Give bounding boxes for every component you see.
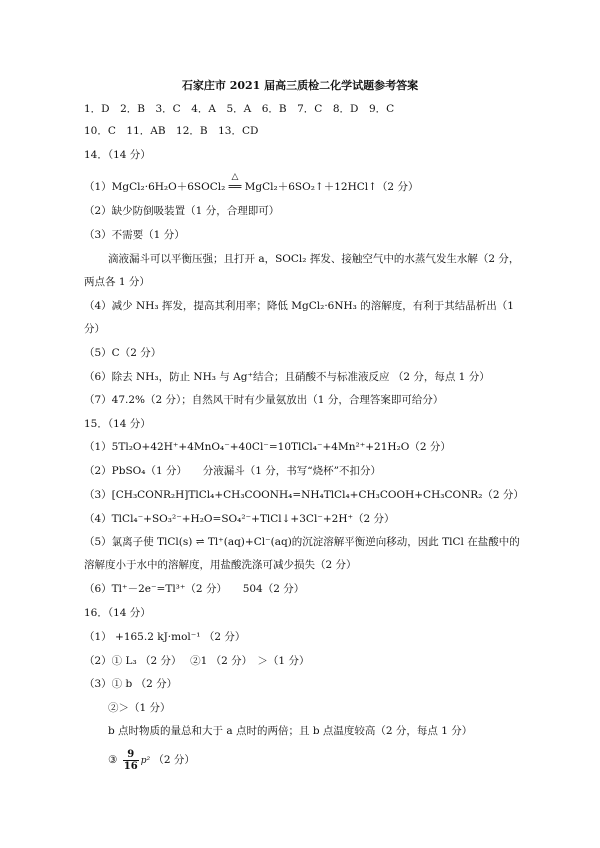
- q15-part4: （4）TlCl₄⁻+SO₃²⁻+H₂O=SO₄²⁻+TlCl↓+3Cl⁻+2H⁺（2 分）: [84, 513, 395, 525]
- q16-part3-reason: b 点时物质的量总和大于 a 点时的两倍；且 b 点温度较高（2 分，每点 1 分）: [108, 725, 473, 737]
- fraction: [123, 749, 139, 772]
- q14-part5: （5）C（2 分）: [84, 347, 162, 359]
- q16-part1: （1） +165.2 kJ·mol⁻¹ （2 分）: [84, 631, 246, 643]
- pressure-squared: p²: [140, 756, 151, 766]
- q14-eq-right: MgCl₂＋6SO₂↑＋12HCl↑（2 分）: [241, 181, 419, 193]
- circled-three: ③: [108, 754, 118, 766]
- heat-arrow: [228, 172, 242, 194]
- q16-part3-sub3: [108, 746, 195, 774]
- q14-part3: （3）不需要（1 分）: [84, 229, 185, 241]
- question-14-header: 14．（14 分）: [84, 149, 151, 161]
- q15-part3: （3）[CH₃CONR₂H]TlCl₄+CH₃COONH₄=NH₄TlCl₄+CH₃COOH+CH₃CONR₂（2 分）: [84, 489, 524, 501]
- q14-part3-explanation: 滴液漏斗可以平衡压强；且打开 a，SOCl₂ 挥发、接触空气中的水蒸气发生水解（2 分，: [108, 253, 520, 265]
- q15-part1: （1）5Tl₂O+42H⁺+4MnO₄⁻+40Cl⁻=10TlCl₄⁻+4Mn²⁺+21H₂O（2 分）: [84, 441, 451, 453]
- equals-arrow: ══: [228, 181, 242, 193]
- delta-icon: △: [231, 172, 239, 182]
- q16-part3-sub2: ②＞（1 分）: [108, 702, 171, 714]
- q14-eq-left: （1）MgCl₂·6H₂O＋6SOCl₂: [84, 181, 229, 193]
- q14-part4: （4）减少 NH₃ 挥发，提高其利用率；降低 MgCl₂·6NH₃ 的溶解度，有利于其结晶析出（1: [84, 300, 514, 312]
- q14-part7: （7）47.2%（2 分）；自然风干时有少量氨放出（1 分，合理答案即可给分）: [84, 394, 444, 406]
- q14-part6: （6）除去 NH₃，防止 NH₃ 与 Ag⁺结合；且硝酸不与标准液反应 （2 分，每点 1 分）: [84, 371, 490, 383]
- q14-part3-explanation-cont: 两点各 1 分）: [84, 276, 150, 288]
- fraction-denominator: 16: [123, 760, 138, 772]
- q14-part4-cont: 分）: [84, 323, 105, 335]
- q15-part6: （6）Tl⁺－2e⁻=Tl³⁺（2 分） 504（2 分）: [84, 583, 305, 595]
- q14-part2: （2）缺少防倒吸装置（1 分，合理即可）: [84, 205, 280, 217]
- fraction-numerator: 9: [123, 749, 139, 761]
- q15-part2: （2）PbSO₄（1 分） 分液漏斗（1 分，书写“烧杯”不扣分）: [84, 465, 381, 477]
- q16-part2: （2）① L₃ （2 分） ②1 （2 分） ＞（1 分）: [84, 655, 310, 667]
- q14-part1-equation: [84, 172, 419, 194]
- question-15-header: 15．（14 分）: [84, 418, 151, 430]
- answer-line-1-9: 1．D 2．B 3．C 4．A 5．A 6．B 7．C 8．D 9．C: [84, 103, 395, 115]
- answer-line-10-13: 10．C 11．AB 12．B 13．CD: [84, 125, 259, 137]
- score-note: （2 分）: [153, 754, 195, 766]
- page-title: 石家庄市 2021 届高三质检二化学试题参考答案: [181, 79, 419, 92]
- q15-part5-cont: 溶解度小于水中的溶解度，用盐酸洗涤可减少损失（2 分）: [84, 559, 357, 571]
- q16-part3: （3）① b （2 分）: [84, 678, 178, 690]
- question-16-header: 16．（14 分）: [84, 607, 151, 619]
- q15-part5: （5）氯离子使 TlCl(s) ⇌ Tl⁺(aq)+Cl⁻(aq)的沉淀溶解平衡逆向移动，因此 TlCl 在盐酸中的: [84, 536, 520, 548]
